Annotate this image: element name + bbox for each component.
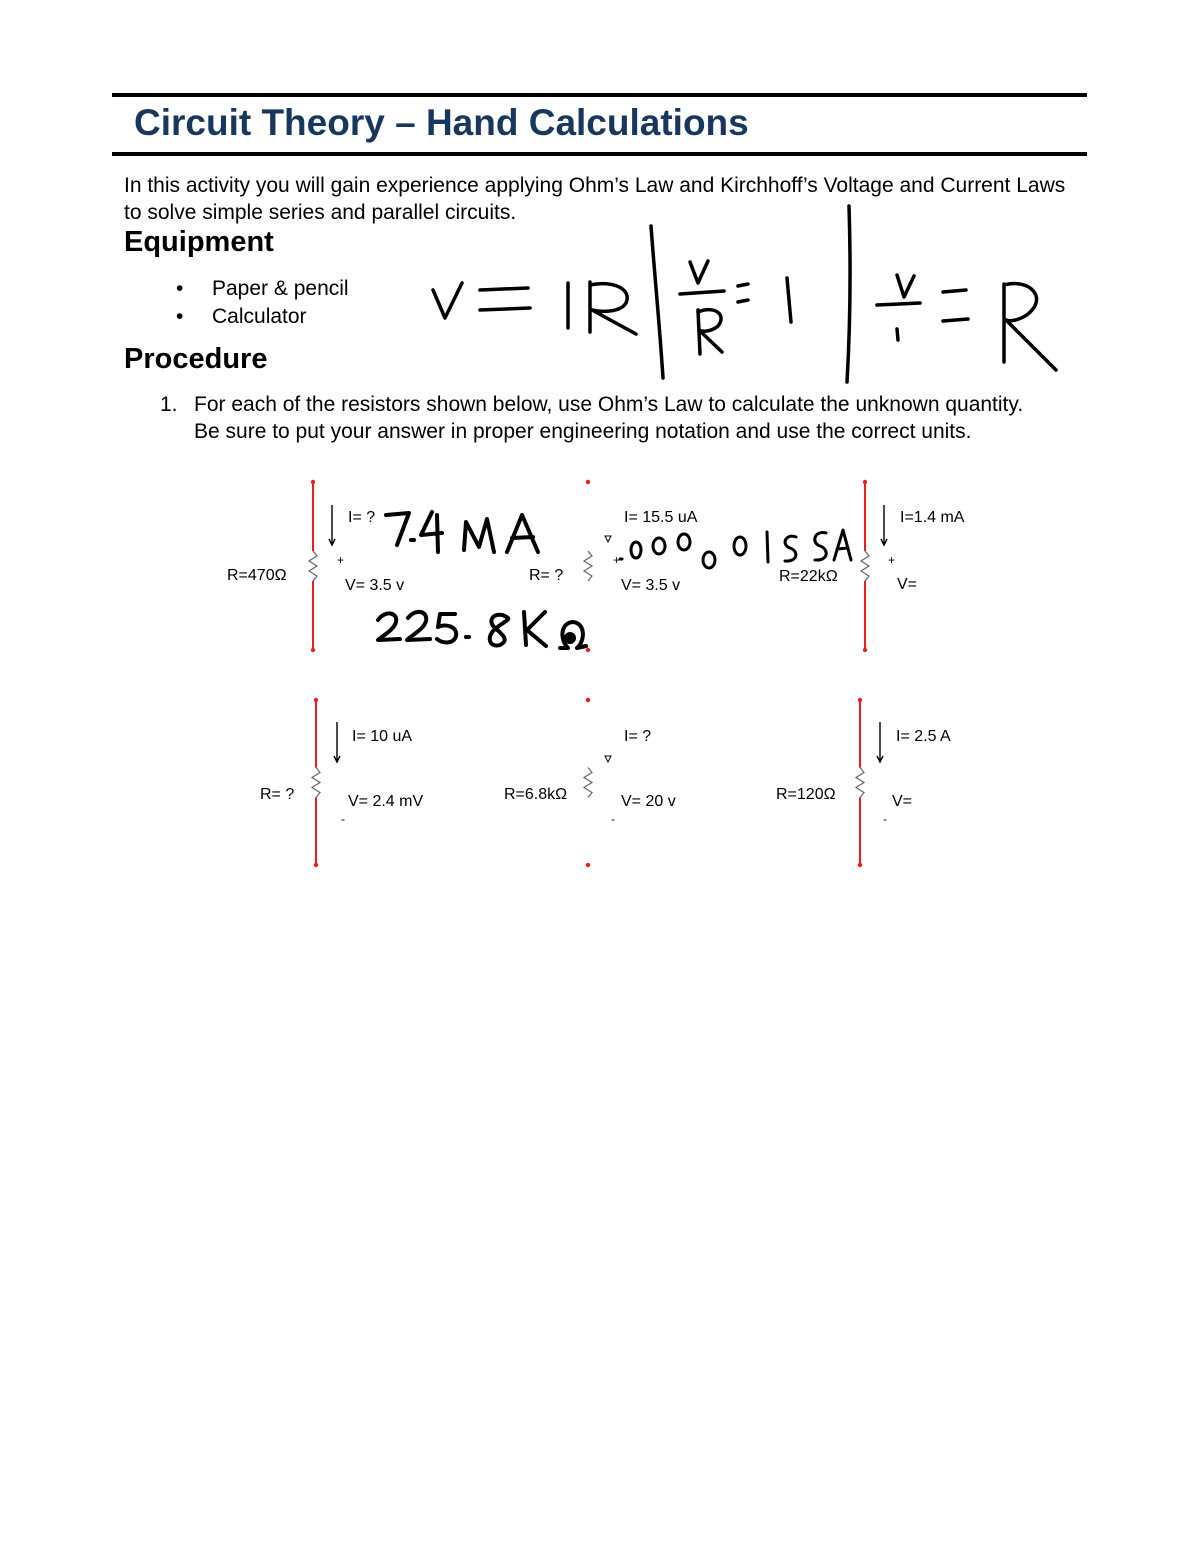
equipment-heading: Equipment bbox=[124, 226, 274, 258]
circuit-5-current: I= ? bbox=[624, 728, 652, 745]
procedure-step-number: 1. bbox=[160, 393, 178, 416]
handwritten-answer-2 bbox=[620, 530, 851, 568]
circuit-3-resistance: R=22kΩ bbox=[779, 568, 838, 585]
circuit-5-voltage: V= 20 v bbox=[621, 793, 676, 810]
circuit-4-resistance: R= ? bbox=[260, 786, 295, 803]
intro-paragraph: In this activity you will gain experience applying Ohm’s Law and Kirchhoff’s Voltage and Current Laws to solve simple series and parallel circuits. bbox=[124, 174, 1066, 224]
page-title: Circuit Theory – Hand Calculations bbox=[134, 102, 749, 143]
handwritten-formula bbox=[433, 206, 1056, 382]
circuit-1-current: I= ? bbox=[348, 509, 376, 526]
equipment-item: • Calculator bbox=[176, 303, 349, 331]
circuit-5-resistance: R=6.8kΩ bbox=[504, 786, 568, 803]
circuit-1-voltage: V= 3.5 v bbox=[345, 577, 405, 594]
procedure-step-text: For each of the resistors shown below, use Ohm’s Law to calculate the unknown quantity. Be sure to put your answer in proper engineering notation and use the correct units. bbox=[194, 393, 1024, 443]
handwritten-answer-3 bbox=[378, 612, 586, 648]
circuit-3-current: I=1.4 mA bbox=[900, 509, 965, 526]
circuit-5-minus: - bbox=[611, 812, 615, 826]
equipment-item: • Paper & pencil bbox=[176, 275, 349, 303]
circuit-2-resistance: R= ? bbox=[529, 567, 564, 584]
circuit-6-resistance: R=120Ω bbox=[776, 786, 836, 803]
circuit-2-plus: + bbox=[613, 553, 621, 567]
circuit-3-plus: + bbox=[888, 553, 896, 567]
circuit-3-voltage: V= bbox=[897, 576, 918, 593]
circuit-6-voltage: V= bbox=[892, 793, 913, 810]
circuit-1-plus: + bbox=[337, 553, 345, 567]
circuit-4-current: I= 10 uA bbox=[352, 728, 413, 745]
circuit-6-current: I= 2.5 A bbox=[896, 728, 951, 745]
procedure-heading: Procedure bbox=[124, 343, 268, 375]
circuit-4-voltage: V= 2.4 mV bbox=[348, 793, 424, 810]
circuit-2-voltage: V= 3.5 v bbox=[621, 577, 681, 594]
circuit-6-minus: - bbox=[883, 812, 887, 826]
circuit-1-resistance: R=470Ω bbox=[227, 567, 287, 584]
circuit-2-current: I= 15.5 uA bbox=[624, 509, 698, 526]
circuit-4-minus: - bbox=[341, 812, 345, 826]
handwritten-answer-1 bbox=[386, 512, 538, 552]
